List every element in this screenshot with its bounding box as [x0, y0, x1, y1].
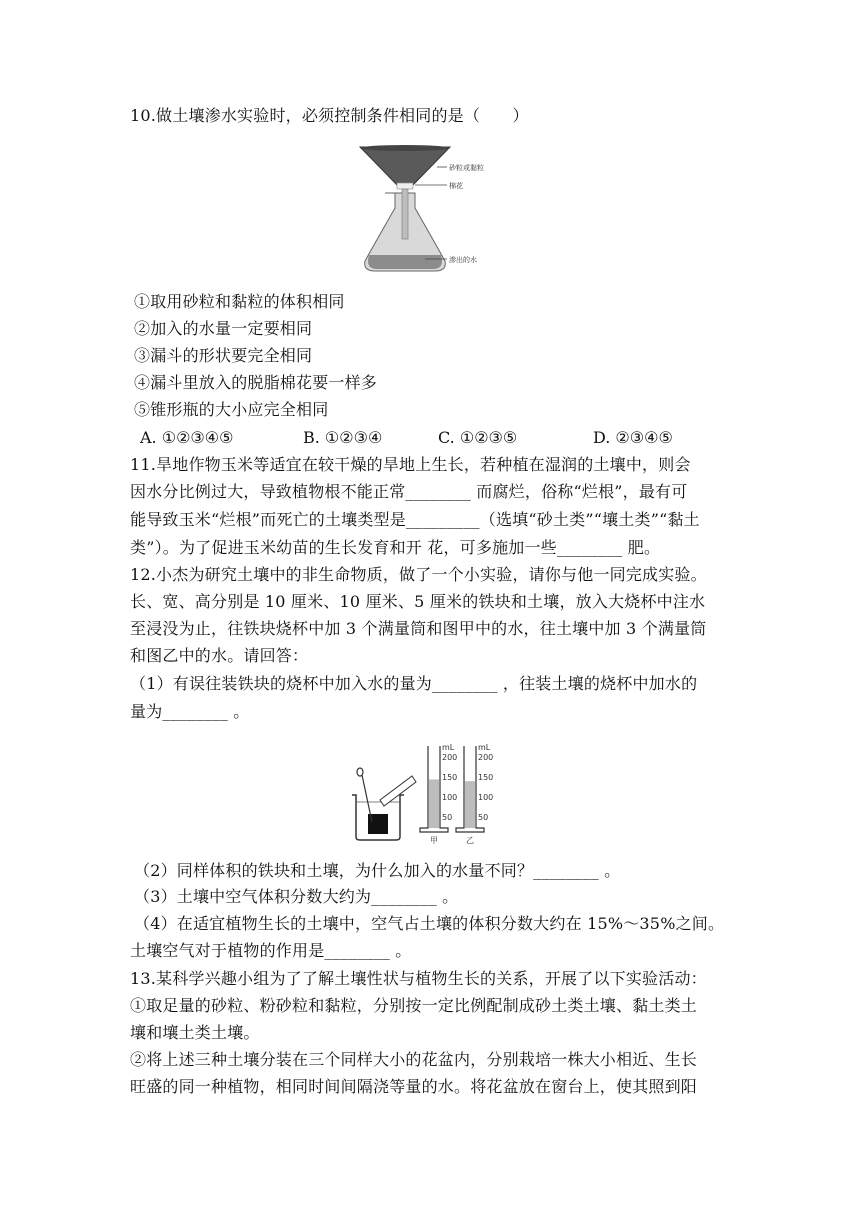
q10-item-2: ②加入的水量一定要相同	[134, 319, 313, 338]
cylinder-yi-tick-200: 200	[478, 753, 494, 762]
q12-sub1-line-2: 量为________ 。	[130, 702, 250, 721]
q10-item-4: ④漏斗里放入的脱脂棉花要一样多	[134, 373, 378, 392]
q13-line-3: 壤和壤土类土壤。	[130, 1023, 260, 1042]
figure-label-sand-clay: 砂粒或黏粒	[449, 164, 484, 172]
figure-label-water: 渗出的水	[449, 256, 477, 264]
cylinder-jia-tick-150: 150	[442, 773, 458, 782]
cylinder-yi-label: 乙	[466, 836, 474, 845]
q10-option-b[interactable]: B. ①②③④	[303, 428, 383, 447]
q12-line-3: 至浸没为止，往铁块烧杯中加 3 个满量筒和图甲中的水，往土壤中加 3 个满量筒	[130, 619, 707, 638]
q13-line-1: 13.某科学兴趣小组为了了解土壤性状与植物生长的关系，开展了以下实验活动：	[130, 969, 707, 988]
q12-line-2: 长、宽、高分别是 10 厘米、10 厘米、5 厘米的铁块和土壤，放入大烧杯中注水	[130, 592, 706, 611]
q12-line-1: 12.小杰为研究土壤中的非生命物质，做了一个小实验，请你与他一同完成实验。	[130, 565, 707, 584]
q10-stem: 10.做土壤渗水实验时，必须控制条件相同的是（ ）	[130, 106, 529, 125]
cylinder-yi-tick-150: 150	[478, 773, 494, 782]
cylinder-yi-water	[465, 781, 475, 828]
q13-line-2: ①取足量的砂粒、粉砂粒和黏粒，分别按一定比例配制成砂土类土壤、黏土类土	[130, 996, 698, 1015]
cylinder-jia-unit: mL	[442, 743, 455, 752]
figure-label-cotton: 棉花	[449, 182, 463, 190]
cylinder-yi-unit: mL	[478, 743, 491, 752]
q10-item-3: ③漏斗的形状要完全相同	[134, 346, 313, 365]
q13-line-4: ②将上述三种土壤分装在三个同样大小的花盆内，分别栽培一株大小相近、生长	[130, 1050, 698, 1069]
q11-line-2: 因水分比例过大，导致植物根不能正常________ 而腐烂，俗称“烂根”，最有可	[130, 482, 688, 501]
q12-line-4: 和图乙中的水。请回答：	[130, 646, 309, 665]
cylinder-jia-water	[429, 779, 439, 828]
q13-line-5: 旺盛的同一种植物，相同时间间隔浇等量的水。将花盆放在窗台上，使其照到阳	[130, 1077, 698, 1096]
cylinder-jia	[420, 743, 457, 845]
cylinder-yi-tick-100: 100	[478, 793, 494, 802]
q10-item-1: ①取用砂粒和黏粒的体积相同	[134, 292, 345, 311]
cylinder-jia-label: 甲	[430, 836, 438, 845]
beaker-cylinder-figure	[350, 740, 510, 845]
q12-sub2: （2）同样体积的铁块和土壤，为什么加入的水量不同？________ 。	[134, 861, 621, 880]
funnel-flask-figure	[355, 143, 505, 275]
cylinder-yi-tick-50: 50	[478, 813, 489, 822]
q11-line-4: 类”）。为了促进玉米幼苗的生长发育和开 花，可多施加一些________ 肥。	[130, 538, 661, 557]
cylinder-jia-tick-100: 100	[442, 793, 458, 802]
cylinder-jia-tick-50: 50	[442, 813, 453, 822]
q10-option-d[interactable]: D. ②③④⑤	[593, 428, 673, 447]
cylinder-jia-tick-200: 200	[442, 753, 458, 762]
q11-line-3: 能导致玉米“烂根”而死亡的土壤类型是_________（选填“砂土类”“壤土类”“黏土	[130, 510, 700, 529]
beaker	[352, 768, 416, 840]
q12-sub1-line-1: （1）有误往装铁块的烧杯中加入水的量为________ ，往装土壤的烧杯中加水的	[130, 674, 698, 693]
q10-option-a[interactable]: A. ①②③④⑤	[140, 428, 234, 447]
cylinder-yi	[456, 743, 493, 845]
q12-sub3: （3）土壤中空气体积分数大约为________ 。	[134, 887, 459, 906]
q10-option-c[interactable]: C. ①②③⑤	[438, 428, 518, 447]
q11-line-1: 11.旱地作物玉米等适宜在较干燥的旱地上生长，若种植在湿润的土壤中，则会	[130, 455, 691, 474]
q12-sub4-line-1: （4）在适宜植物生长的土壤中，空气占土壤的体积分数大约在 15%～35%之间。	[134, 914, 725, 933]
q12-sub4-line-2: 土壤空气对于植物的作用是________ 。	[130, 941, 412, 960]
q10-item-5: ⑤锥形瓶的大小应完全相同	[134, 400, 329, 419]
